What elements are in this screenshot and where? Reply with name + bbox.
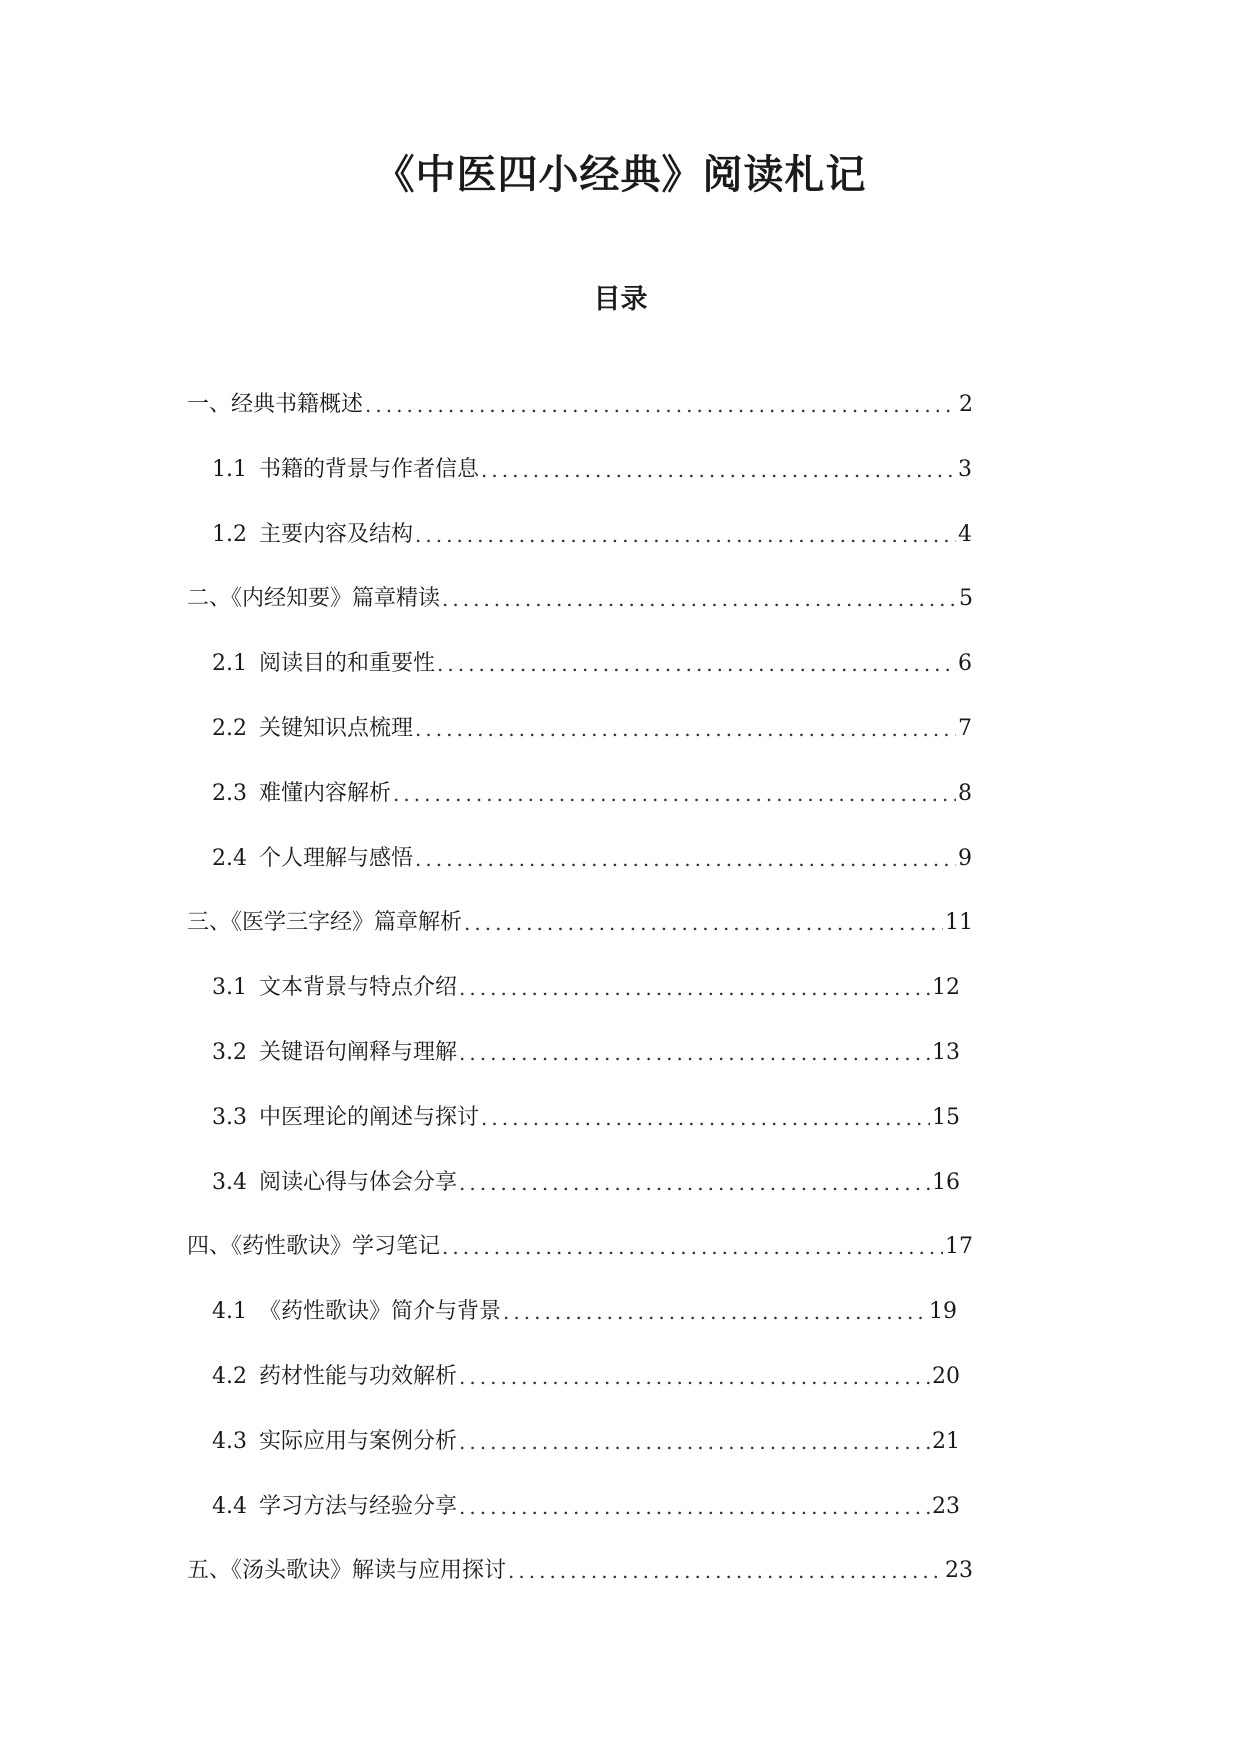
toc-leader-dots	[435, 644, 956, 684]
toc-entry-label: 难懂内容解析	[259, 780, 392, 806]
toc-entry[interactable]	[212, 968, 960, 1008]
toc-entry-label: 四、《药性歌诀》学习笔记	[187, 1234, 441, 1260]
toc-entry-page: 4	[958, 521, 972, 547]
toc-entry-page: 2	[959, 392, 973, 417]
toc-entry-label: 阅读目的和重要性	[259, 651, 436, 677]
toc-entry-page: 3	[958, 456, 972, 482]
toc-entry-label: 关键知识点梳理	[259, 716, 414, 741]
toc-entry-page: 17	[945, 1234, 973, 1260]
toc-entry-label: 中医理论的阐述与探讨	[259, 1104, 480, 1130]
toc-entry-number: 4.3	[212, 1428, 247, 1454]
toc-entry-page: 19	[929, 1299, 957, 1325]
toc-entry-page: 7	[958, 716, 972, 741]
toc-entry-number: 1.2	[212, 521, 247, 547]
toc-leader-dots	[501, 1292, 927, 1332]
toc-entry-label: 主要内容及结构	[259, 521, 414, 547]
table-of-contents	[0, 385, 1241, 1705]
toc-leader-dots	[457, 1422, 930, 1462]
toc-entry-number: 4.2	[212, 1364, 247, 1389]
toc-leader-dots	[462, 903, 943, 943]
toc-entry-label: 《药性歌诀》简介与背景	[259, 1299, 502, 1325]
toc-entry-number: 3.1	[212, 975, 247, 1001]
toc-entry[interactable]	[212, 774, 972, 814]
toc-leader-dots	[457, 968, 930, 1008]
toc-entry-page: 9	[958, 845, 972, 871]
toc-entry-number: 3.4	[212, 1169, 247, 1195]
toc-entry[interactable]	[187, 1227, 973, 1267]
toc-entry[interactable]	[187, 903, 973, 943]
toc-leader-dots	[457, 1033, 930, 1073]
toc-entry-number: 2.1	[212, 651, 247, 677]
toc-entry-label: 书籍的背景与作者信息	[259, 456, 480, 482]
toc-entry[interactable]	[187, 385, 973, 425]
toc-entry-number: 1.1	[212, 456, 247, 482]
toc-entry-page: 8	[958, 780, 972, 806]
toc-entry-label: 药材性能与功效解析	[259, 1364, 458, 1389]
toc-leader-dots	[479, 450, 956, 490]
toc-entry[interactable]	[212, 1357, 960, 1397]
toc-entry-page: 23	[945, 1558, 973, 1584]
toc-leader-dots	[363, 385, 957, 425]
toc-entry-page: 21	[932, 1428, 960, 1454]
toc-entry[interactable]	[212, 450, 972, 490]
toc-entry-page: 23	[932, 1493, 960, 1519]
toc-leader-dots	[413, 709, 956, 749]
toc-entry-label: 关键语句阐释与理解	[259, 1040, 458, 1065]
toc-entry-label: 个人理解与感悟	[259, 845, 414, 871]
toc-entry-label: 实际应用与案例分析	[259, 1428, 458, 1454]
toc-entry[interactable]	[212, 644, 972, 684]
toc-leader-dots	[457, 1487, 930, 1527]
toc-leader-dots	[413, 839, 956, 879]
toc-entry[interactable]	[212, 709, 972, 749]
toc-entry[interactable]	[212, 515, 972, 555]
toc-entry-label: 一、经典书籍概述	[187, 392, 364, 417]
toc-entry-page: 11	[945, 910, 973, 936]
toc-entry-page: 5	[959, 586, 973, 612]
toc-entry-number: 3.2	[212, 1040, 247, 1065]
toc-entry-page: 6	[958, 651, 972, 677]
toc-entry-label: 文本背景与特点介绍	[259, 975, 458, 1001]
toc-heading: 目录	[593, 284, 648, 315]
toc-entry[interactable]	[187, 579, 973, 619]
toc-entry[interactable]	[212, 1098, 960, 1138]
toc-leader-dots	[479, 1098, 930, 1138]
document-title: 《中医四小经典》阅读札记	[374, 152, 867, 198]
toc-entry-label: 阅读心得与体会分享	[259, 1169, 458, 1195]
toc-leader-dots	[457, 1163, 930, 1203]
toc-entry[interactable]	[187, 1551, 973, 1591]
toc-entry-page: 16	[932, 1169, 960, 1195]
toc-entry-page: 20	[932, 1364, 960, 1389]
toc-leader-dots	[457, 1357, 930, 1397]
toc-entry[interactable]	[212, 1033, 960, 1073]
toc-entry-label: 学习方法与经验分享	[259, 1493, 458, 1519]
toc-entry-number: 4.4	[212, 1493, 247, 1519]
toc-entry-label: 五、《汤头歌诀》解读与应用探讨	[187, 1558, 507, 1584]
toc-entry-page: 12	[932, 975, 960, 1001]
toc-entry[interactable]	[212, 1487, 960, 1527]
toc-leader-dots	[506, 1551, 943, 1591]
toc-entry-page: 15	[932, 1104, 960, 1130]
toc-entry-number: 4.1	[212, 1299, 247, 1325]
toc-entry-number: 2.3	[212, 780, 247, 806]
toc-entry-number: 2.4	[212, 845, 247, 871]
toc-entry[interactable]	[212, 839, 972, 879]
toc-leader-dots	[440, 579, 957, 619]
toc-entry[interactable]	[212, 1163, 960, 1203]
toc-entry-label: 二、《内经知要》篇章精读	[187, 586, 441, 612]
toc-leader-dots	[391, 774, 956, 814]
toc-leader-dots	[413, 515, 956, 555]
toc-entry[interactable]	[212, 1422, 960, 1462]
toc-entry-number: 2.2	[212, 716, 247, 741]
toc-entry-number: 3.3	[212, 1104, 247, 1130]
toc-leader-dots	[440, 1227, 943, 1267]
toc-entry-label: 三、《医学三字经》篇章解析	[187, 910, 463, 936]
toc-entry-page: 13	[932, 1040, 960, 1065]
toc-entry[interactable]	[212, 1292, 957, 1332]
